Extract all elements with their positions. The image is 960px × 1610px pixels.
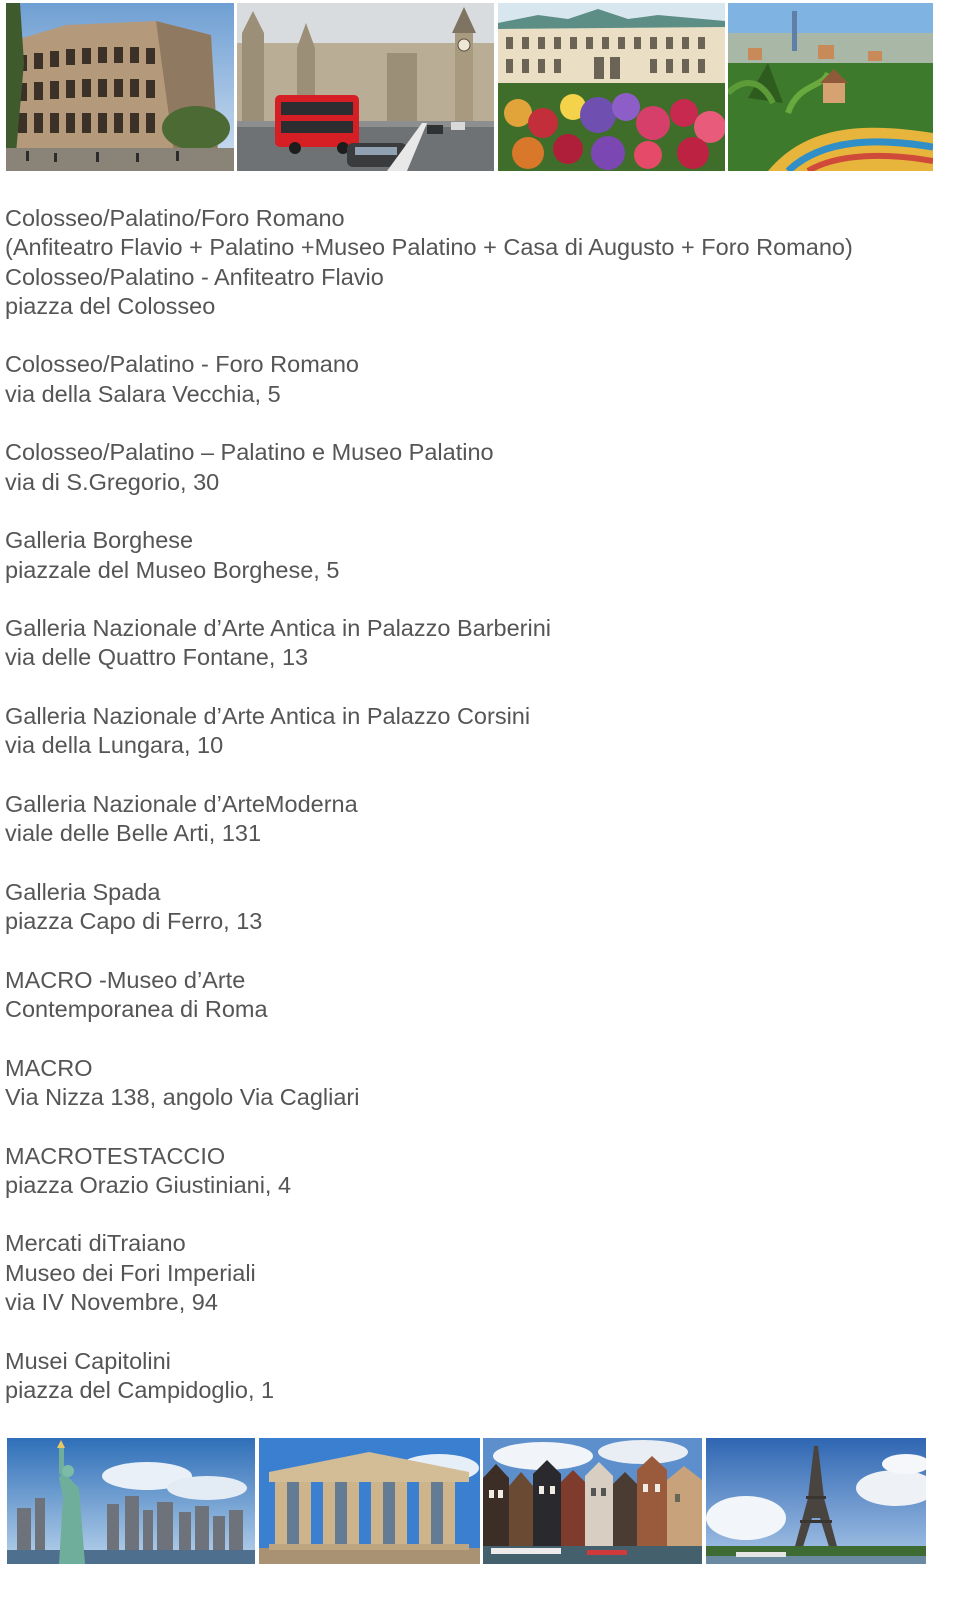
museum-detail: piazza del Campidoglio, 1 <box>5 1376 275 1403</box>
museum-name: Colosseo/Palatino - Foro Romano <box>5 351 359 378</box>
museum-detail: piazza del Colosseo <box>5 292 216 319</box>
museum-name: Galleria Nazionale d’Arte Antica in Palazzo Barberini <box>5 615 552 642</box>
museum-detail: via delle Quattro Fontane, 13 <box>5 644 309 671</box>
museum-name: MACRO <box>5 1054 93 1081</box>
museum-entry <box>5 878 945 937</box>
big-ben-bus-photo-icon <box>237 3 494 171</box>
museum-name: Colosseo/Palatino – Palatino e Museo Palatino <box>5 439 494 466</box>
museum-entry <box>5 614 945 673</box>
museum-entry <box>5 702 945 761</box>
parthenon-photo-icon <box>259 1438 480 1564</box>
museum-entry <box>5 438 945 497</box>
museum-detail: viale delle Belle Arti, 131 <box>5 820 262 847</box>
museum-detail: Contemporanea di Roma <box>5 996 268 1023</box>
museum-entry <box>5 1347 945 1406</box>
museum-name: Mercati diTraiano <box>5 1230 186 1257</box>
museum-entry <box>5 1054 945 1113</box>
museum-name: MACROTESTACCIO <box>5 1142 226 1169</box>
statue-of-liberty-photo-icon <box>7 1438 255 1564</box>
museum-detail: via della Salara Vecchia, 5 <box>5 380 281 407</box>
top-photo-strip <box>0 0 960 178</box>
eiffel-tower-photo-icon <box>706 1438 926 1564</box>
museum-name: Galleria Nazionale d’Arte Antica in Palazzo Corsini <box>5 703 531 730</box>
museum-name: MACRO -Museo d’Arte <box>5 966 246 993</box>
museum-detail: Via Nizza 138, angolo Via Cagliari <box>5 1083 360 1110</box>
museum-detail: piazza Capo di Ferro, 13 <box>5 908 263 935</box>
museum-entry <box>5 526 945 585</box>
museum-name: Galleria Nazionale d’ArteModerna <box>5 790 358 817</box>
museum-entry <box>5 1229 945 1317</box>
museum-name: Colosseo/Palatino/Foro Romano <box>5 205 345 231</box>
bottom-photo-strip <box>0 1438 960 1610</box>
museum-entry <box>5 966 945 1025</box>
museum-entry <box>5 350 945 409</box>
museum-name: Galleria Borghese <box>5 527 194 554</box>
museum-detail: Museo dei Fori Imperiali <box>5 1259 256 1286</box>
museum-detail: (Anfiteatro Flavio + Palatino +Museo Palatino + Casa di Augusto + Foro Romano) <box>5 234 853 261</box>
belvedere-palace-garden-photo-icon <box>498 3 725 171</box>
museum-detail: Colosseo/Palatino - Anfiteatro Flavio <box>5 263 384 290</box>
museum-detail: via di S.Gregorio, 30 <box>5 468 220 495</box>
museum-detail: piazza Orazio Giustiniani, 4 <box>5 1171 292 1198</box>
amsterdam-canal-houses-photo-icon <box>483 1438 702 1564</box>
museum-entry <box>5 790 945 849</box>
museum-detail: via IV Novembre, 94 <box>5 1288 218 1315</box>
museum-entry <box>5 204 945 321</box>
museum-name: Musei Capitolini <box>5 1347 171 1374</box>
museum-list <box>5 204 945 1434</box>
museum-detail: piazzale del Museo Borghese, 5 <box>5 556 340 583</box>
colosseum-photo-icon <box>6 3 234 171</box>
museum-detail: via della Lungara, 10 <box>5 732 224 759</box>
park-guell-photo-icon <box>728 3 933 171</box>
museum-entry <box>5 1142 945 1201</box>
museum-name: Galleria Spada <box>5 878 161 905</box>
